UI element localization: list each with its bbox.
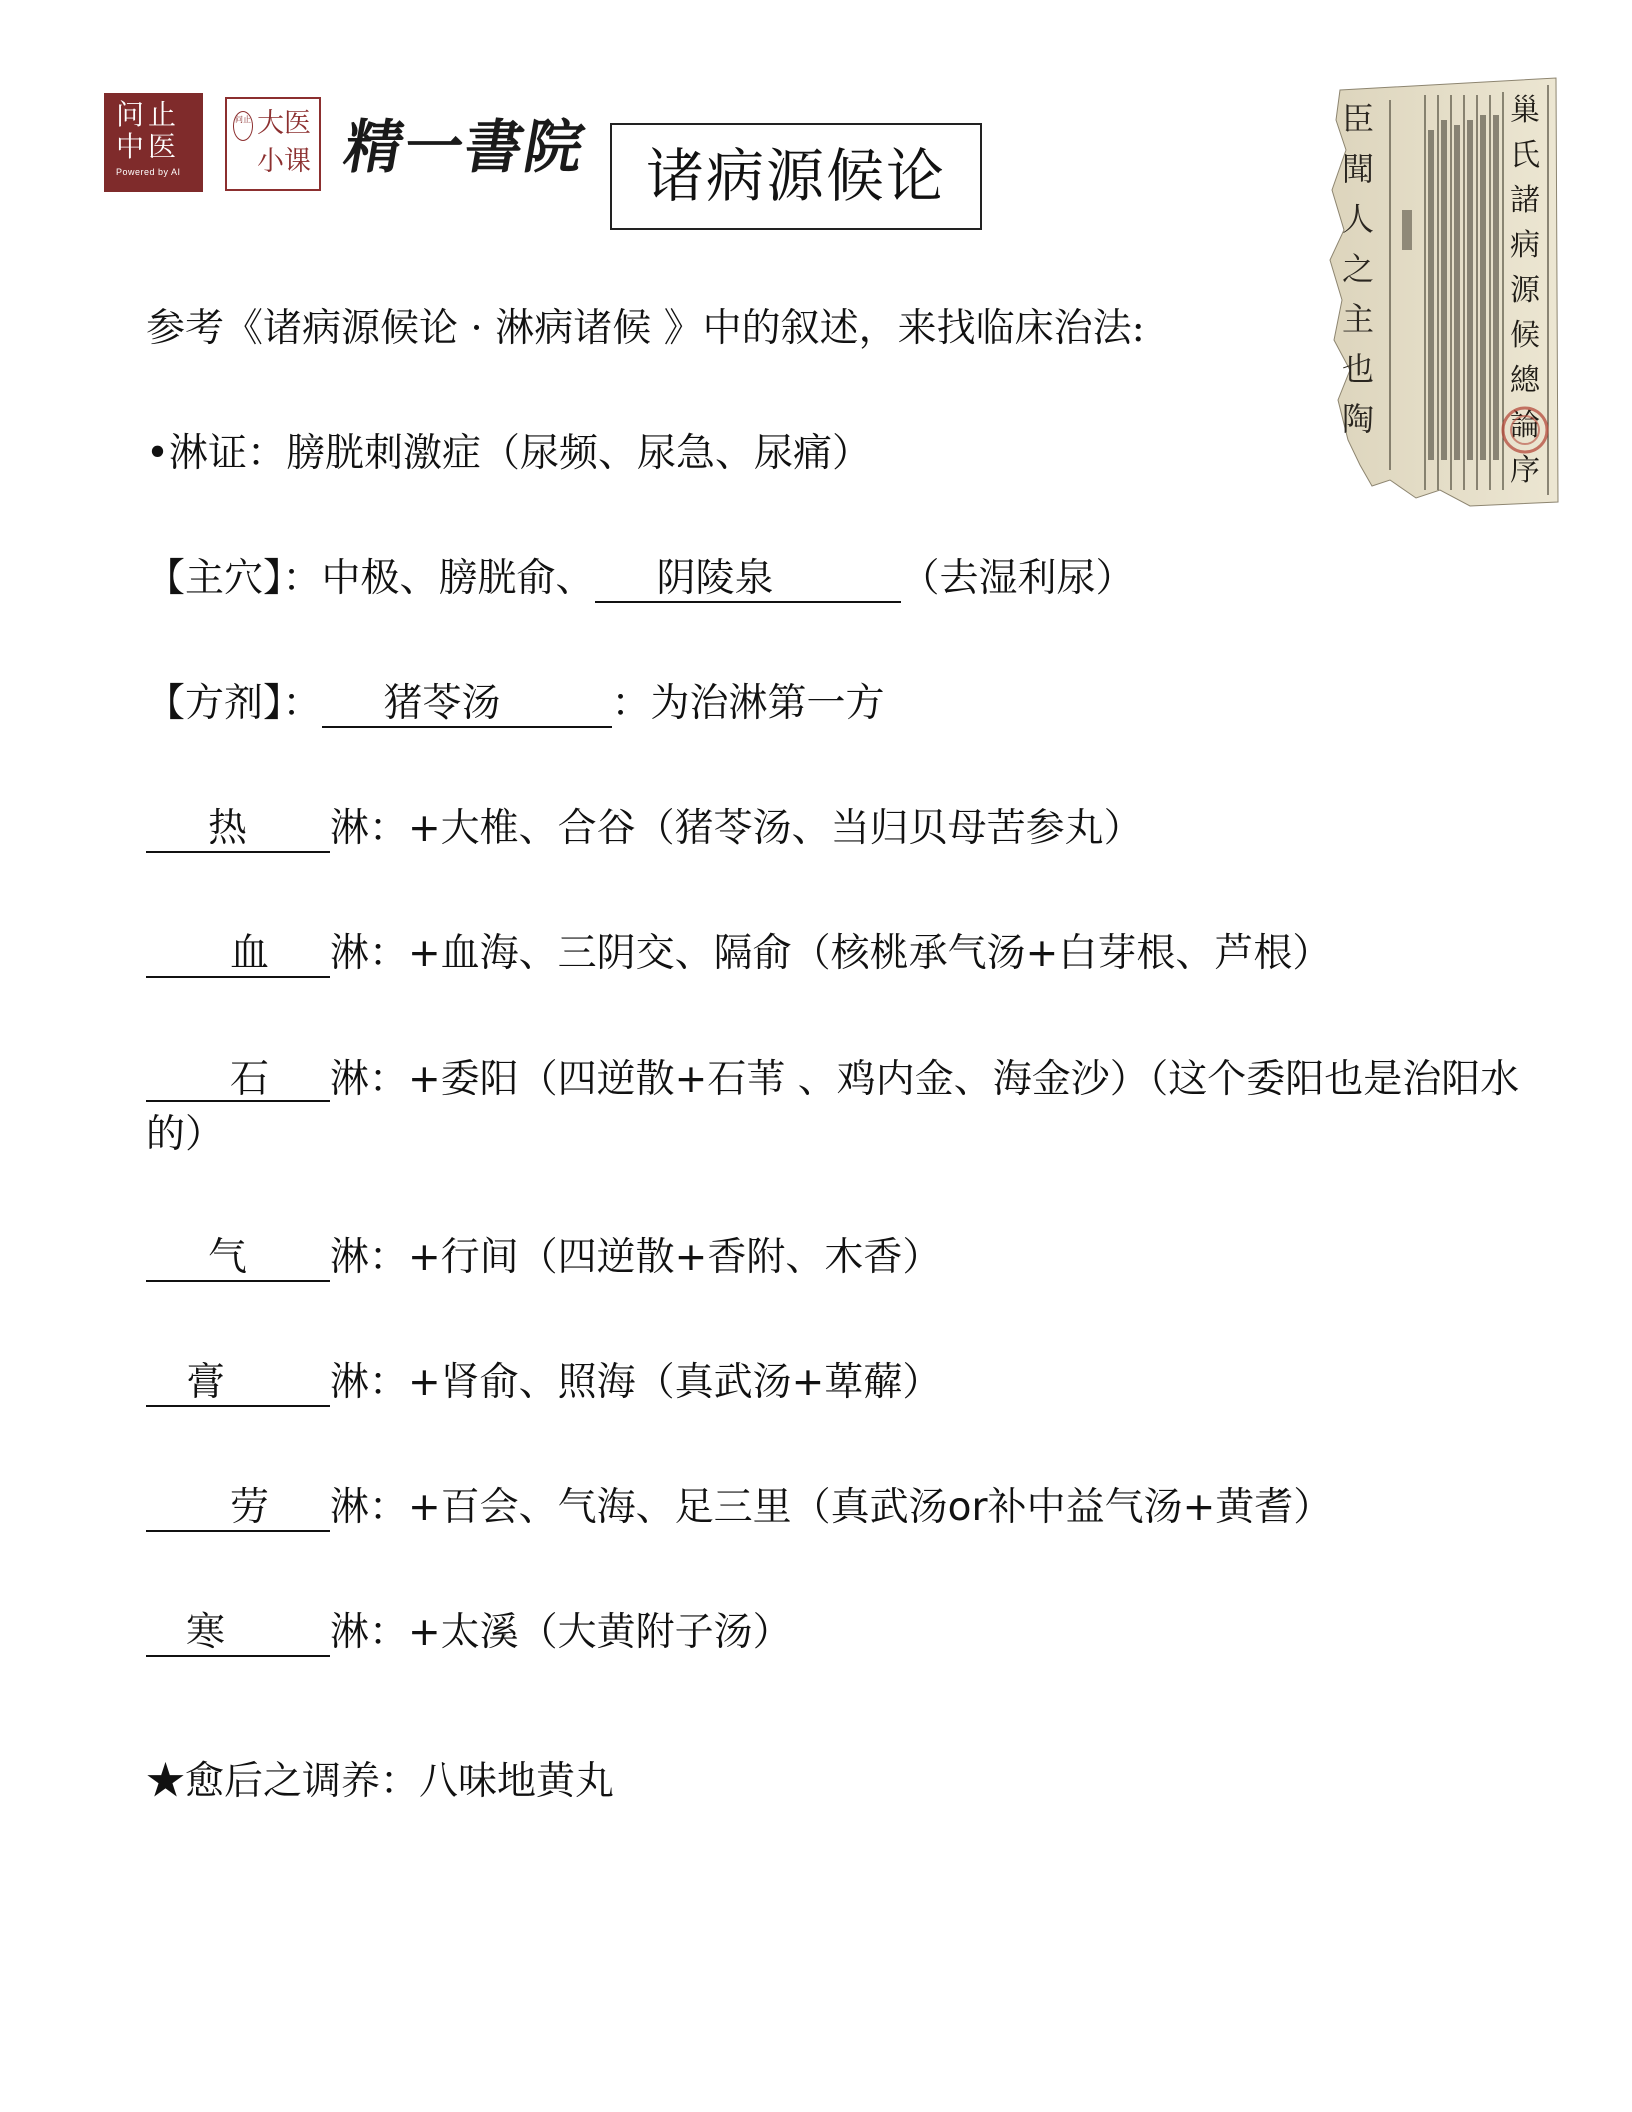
svg-text:人: 人 <box>1342 200 1375 238</box>
type-answer: 寒 <box>186 1610 226 1655</box>
antique-book-scan-image <box>1320 70 1560 510</box>
type-blank <box>146 1486 330 1532</box>
svg-text:源: 源 <box>1510 273 1540 308</box>
jingyi-shuyuan-logo: 精一書院 <box>339 113 592 181</box>
type-answer: 膏 <box>186 1360 226 1405</box>
type-text: 淋：+太溪（大黄附子汤） <box>330 1610 792 1655</box>
main-points-blank <box>595 557 901 603</box>
formula-note: ：为治淋第一方 <box>611 681 885 726</box>
intro-text: 参考《诸病源候论 · 淋病诸候 》中的叙述，来找临床治法: <box>146 306 1145 351</box>
svg-text:總: 總 <box>1510 363 1540 398</box>
type-text: 淋：+委阳（四逆散+石苇 、鸡内金、海金沙）（这个委阳也是治阳水的） <box>146 1057 1520 1157</box>
svg-text:主: 主 <box>1342 300 1375 338</box>
dayi-logo-line2: 小课 <box>257 146 311 177</box>
type-text: 淋：+肾俞、照海（真武汤+萆薢） <box>330 1360 942 1405</box>
type-row <box>146 805 1143 853</box>
type-row <box>146 1484 1332 1532</box>
type-answer: 血 <box>230 931 270 976</box>
dayi-logo-line1: 大医 <box>257 108 311 139</box>
type-text: 淋：+大椎、合谷（猪苓汤、当归贝母苦参丸） <box>330 806 1143 851</box>
type-text: 淋：+血海、三阴交、隔俞（核桃承气汤+白芽根、芦根） <box>330 931 1332 976</box>
type-blank <box>146 1361 330 1407</box>
dayi-seal-icon: 问止 <box>233 111 253 141</box>
formula-answer: 猪苓汤 <box>383 681 501 726</box>
type-row <box>146 1234 941 1282</box>
svg-text:序: 序 <box>1510 453 1540 488</box>
type-blank <box>146 1236 330 1282</box>
svg-text:也: 也 <box>1342 350 1375 388</box>
page-title: 诸病源候论 <box>610 123 982 230</box>
formula-row <box>146 680 885 728</box>
svg-text:陶: 陶 <box>1342 400 1375 438</box>
main-points-row <box>146 555 1135 603</box>
type-row <box>146 1052 1566 1162</box>
svg-text:論: 論 <box>1510 408 1540 443</box>
type-answer: 气 <box>208 1235 248 1280</box>
svg-text:病: 病 <box>1510 228 1540 263</box>
type-answer: 热 <box>208 806 248 851</box>
svg-text:之: 之 <box>1342 250 1375 288</box>
type-blank <box>146 1611 330 1657</box>
main-points-answer: 阴陵泉 <box>656 556 774 601</box>
footer-note: ★愈后之调养：八味地黄丸 <box>146 1759 615 1804</box>
main-points-note: （去湿利尿） <box>900 556 1135 601</box>
wenzhi-logo-line1: 问止 <box>116 98 181 131</box>
formula-blank <box>322 682 612 728</box>
type-blank <box>146 932 330 978</box>
type-answer: 劳 <box>230 1485 270 1530</box>
definition-text: •淋证：膀胱刺激症（尿频、尿急、尿痛） <box>146 431 872 476</box>
svg-text:諸: 諸 <box>1510 183 1540 218</box>
dayi-xiaoke-logo <box>225 97 321 191</box>
type-row <box>146 930 1331 978</box>
type-row <box>146 1359 941 1407</box>
wenzhi-logo-line2: 中医 <box>116 130 181 163</box>
formula-label: 【方剂】： <box>146 681 322 726</box>
type-row <box>146 1609 792 1657</box>
svg-text:臣: 臣 <box>1342 100 1375 138</box>
type-answer: 石 <box>230 1057 270 1102</box>
svg-text:聞: 聞 <box>1342 150 1375 188</box>
type-blank <box>146 807 330 853</box>
svg-text:候: 候 <box>1510 318 1540 353</box>
type-text: 淋：+百会、气海、足三里（真武汤or补中益气汤+黄耆） <box>330 1485 1333 1530</box>
type-blank <box>146 1057 330 1102</box>
wenzhi-logo-tagline: Powered by AI <box>116 167 181 177</box>
type-text: 淋：+行间（四逆散+香附、木香） <box>330 1235 942 1280</box>
svg-text:氏: 氏 <box>1510 138 1540 173</box>
wenzhi-logo <box>104 93 203 192</box>
svg-text:巢: 巢 <box>1510 93 1540 128</box>
main-points-label: 【主穴】：中极、膀胱俞、 <box>146 556 595 601</box>
